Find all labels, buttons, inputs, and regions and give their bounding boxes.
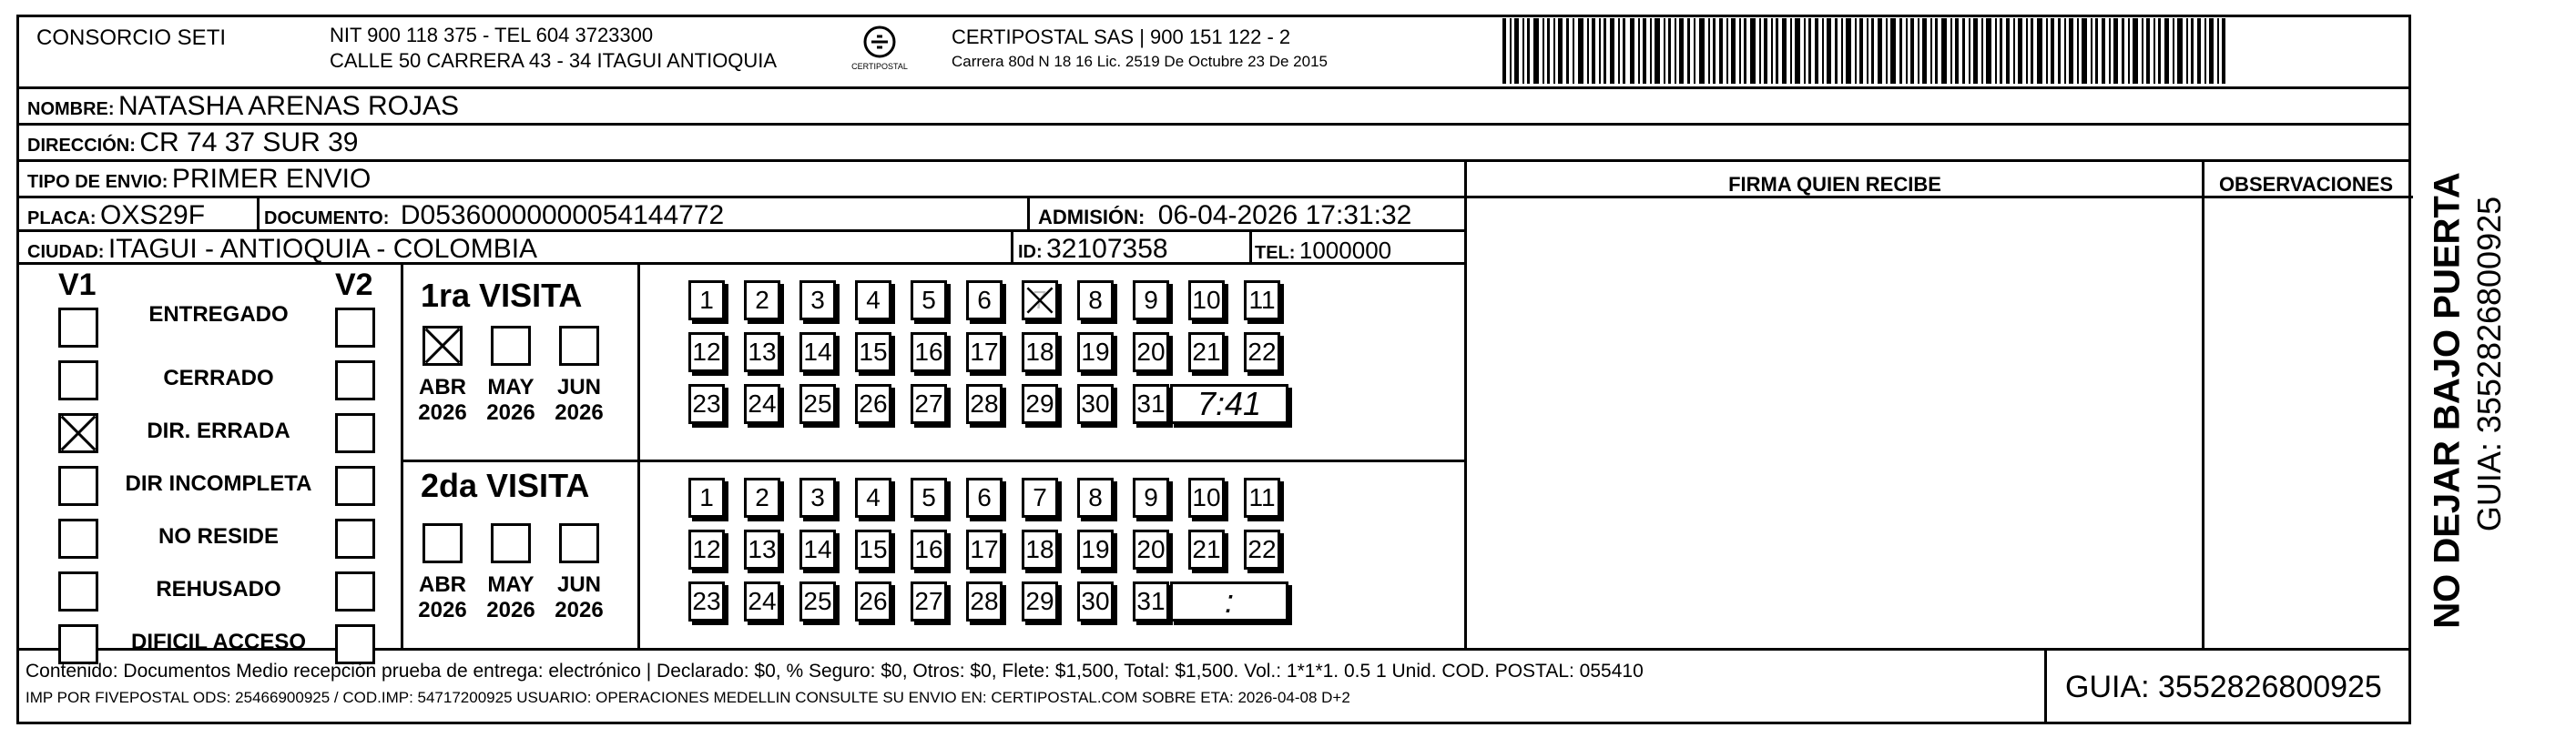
first-visit-time-field[interactable]: 7:41 (1170, 384, 1288, 424)
v2-checkbox-1[interactable] (335, 308, 375, 348)
status-reason-label: CERRADO (163, 366, 274, 390)
divider-header (16, 86, 2411, 89)
first-visit-day-box[interactable]: 20 (1133, 332, 1169, 372)
month-name: ABR (419, 572, 466, 597)
certipostal-logo (851, 22, 908, 76)
first-visit-day-box[interactable]: 14 (799, 332, 836, 372)
second-visit-time-field[interactable]: : (1170, 581, 1288, 622)
v1-checkbox-7[interactable] (58, 624, 98, 664)
divider-visits (401, 460, 1466, 462)
tel-value: 1000000 (1298, 237, 1392, 264)
first-visit-day-box[interactable]: 25 (799, 384, 836, 424)
month-name: MAY (487, 572, 535, 597)
first-visit-day-box[interactable]: 16 (911, 332, 947, 372)
barcode (1502, 18, 2231, 84)
second-visit-month-checkbox-jun[interactable] (559, 523, 599, 563)
divider-row1 (16, 123, 2411, 126)
second-visit-day-box[interactable]: 28 (966, 581, 1003, 622)
second-visit-day-box[interactable]: 5 (911, 478, 947, 518)
admision-value: 06-04-2026 17:31:32 (1157, 200, 1412, 230)
footer-guia: GUIA: 3552826800925 (2065, 670, 2382, 704)
tipo-row (27, 164, 371, 195)
first-visit-month-checkbox-may[interactable] (491, 326, 531, 366)
v1-checkbox-5[interactable] (58, 519, 98, 559)
month-name: JUN (556, 375, 601, 399)
second-visit-month-label (479, 572, 543, 623)
id-row (1018, 234, 1168, 265)
first-visit-day-box[interactable]: 17 (966, 332, 1003, 372)
status-reason-label: REHUSADO (156, 577, 281, 601)
first-visit-month-label (411, 375, 474, 426)
divider-id (1011, 229, 1013, 262)
divider-footer (16, 648, 2411, 651)
second-visit-day-box[interactable]: 18 (1022, 530, 1058, 570)
first-visit-day-box[interactable]: 31 (1133, 384, 1169, 424)
status-reason-label: DIR INCOMPLETA (125, 471, 312, 496)
first-visit-month-checkbox-abr[interactable] (423, 326, 463, 366)
month-name: MAY (487, 375, 535, 399)
direccion-label: DIRECCIÓN: (27, 136, 136, 156)
first-visit-day-box[interactable]: 12 (688, 332, 725, 372)
first-visit-title: 1ra VISITA (421, 277, 583, 314)
direccion-row (27, 127, 358, 158)
divider-footer-guia (2044, 648, 2047, 724)
v2-label: V2 (335, 268, 373, 302)
first-visit-day-box[interactable]: 29 (1022, 384, 1058, 424)
no-dejar-bajo-puerta: NO DEJAR BAJO PUERTA (2427, 172, 2468, 629)
tipo-label: TIPO DE ENVIO: (27, 172, 168, 192)
second-visit-day-box[interactable]: 21 (1188, 530, 1225, 570)
second-visit-day-box[interactable]: 8 (1077, 478, 1114, 518)
v2-checkbox-2[interactable] (335, 360, 375, 400)
certipostal-line: CERTIPOSTAL SAS | 900 151 122 - 2 (952, 25, 1291, 48)
first-visit-day-box[interactable]: 4 (855, 280, 891, 320)
second-visit-day-box[interactable]: 20 (1133, 530, 1169, 570)
v2-checkbox-6[interactable] (335, 571, 375, 612)
first-visit-month-label (547, 375, 611, 426)
first-visit-day-box[interactable]: 27 (911, 384, 947, 424)
second-visit-title: 2da VISITA (421, 467, 590, 504)
second-visit-day-box[interactable]: 1 (688, 478, 725, 518)
nombre-value: NATASHA ARENAS ROJAS (118, 91, 459, 121)
month-year: 2026 (555, 400, 604, 425)
admision-row (1038, 200, 1411, 231)
month-year: 2026 (486, 400, 535, 425)
divider-firma-left (1464, 159, 1467, 648)
ciudad-row (27, 234, 537, 265)
admision-label: ADMISIÓN: (1038, 206, 1145, 228)
divider-row2 (16, 159, 2411, 162)
first-visit-day-box[interactable]: 10 (1188, 280, 1225, 320)
v1-checkbox-4[interactable] (58, 466, 98, 506)
first-visit-day-box[interactable]: 21 (1188, 332, 1225, 372)
month-year: 2026 (555, 598, 604, 622)
ciudad-value: ITAGUI - ANTIOQUIA - COLOMBIA (107, 234, 538, 264)
first-visit-day-box[interactable]: 13 (744, 332, 780, 372)
second-visit-day-box[interactable]: 17 (966, 530, 1003, 570)
v2-checkbox-3[interactable] (335, 413, 375, 453)
first-visit-day-box[interactable]: 22 (1244, 332, 1280, 372)
status-reason-label: NO RESIDE (158, 524, 280, 549)
divider-status-col (401, 262, 403, 648)
second-visit-day-box[interactable]: 26 (855, 581, 891, 622)
status-reason-label: DIR. ERRADA (147, 419, 290, 443)
first-visit-day-box[interactable]: 8 (1077, 280, 1114, 320)
second-visit-day-box[interactable]: 3 (799, 478, 836, 518)
observaciones-label: OBSERVACIONES (2218, 173, 2394, 196)
company-name: CONSORCIO SETI (36, 25, 227, 50)
divider-obs-left (2202, 159, 2204, 648)
second-visit-day-box[interactable]: 4 (855, 478, 891, 518)
v1-checkbox-6[interactable] (58, 571, 98, 612)
first-visit-day-box[interactable]: 23 (688, 384, 725, 424)
second-visit-day-box[interactable]: 12 (688, 530, 725, 570)
second-visit-day-box[interactable]: 23 (688, 581, 725, 622)
footer-imp-line: IMP POR FIVEPOSTAL ODS: 25466900925 / COD.IMP: 54717200925 USUARIO: OPERACIONES MEDELLIN CONSULTE SU ENVIO EN: CERTIPOSTAL.COM SOBRE ETA: 2026-04-08 D+2 (25, 689, 1350, 706)
first-visit-day-box[interactable]: 1 (688, 280, 725, 320)
first-visit-day-box[interactable]: 3 (799, 280, 836, 320)
v1-checkbox-2[interactable] (58, 360, 98, 400)
documento-label: DOCUMENTO: (264, 208, 390, 228)
month-name: ABR (419, 375, 466, 399)
second-visit-day-box[interactable]: 9 (1133, 478, 1169, 518)
ciudad-label: CIUDAD: (27, 242, 105, 262)
direccion-value: CR 74 37 SUR 39 (139, 127, 359, 157)
divider-visit-col (637, 262, 640, 648)
second-visit-day-box[interactable]: 7 (1022, 478, 1058, 518)
first-visit-day-box[interactable] (1022, 280, 1058, 320)
id-value: 32107358 (1046, 234, 1168, 264)
first-visit-day-box[interactable]: 28 (966, 384, 1003, 424)
first-visit-day-box[interactable]: 5 (911, 280, 947, 320)
first-visit-month-label (479, 375, 543, 426)
second-visit-month-checkbox-may[interactable] (491, 523, 531, 563)
second-visit-day-box[interactable]: 25 (799, 581, 836, 622)
second-visit-month-label (411, 572, 474, 623)
second-visit-day-box[interactable]: 24 (744, 581, 780, 622)
status-reason-label: DIFICIL ACCESO (130, 630, 306, 654)
first-visit-day-box[interactable]: 19 (1077, 332, 1114, 372)
v1-checkbox-3[interactable] (58, 413, 98, 453)
second-visit-day-box[interactable]: 11 (1244, 478, 1280, 518)
footer-contenido: Contenido: Documentos Medio recepción prueba de entrega: electrónico | Declarado: $0, % Seguro: $0, Otros: $0, Flete: $1,500, Total: $1,500. Vol.: 1*1*1. 0.5 1 Unid. COD. POSTAL: 055410 (25, 661, 1644, 682)
id-label: ID: (1018, 242, 1043, 262)
second-visit-day-box[interactable]: 2 (744, 478, 780, 518)
month-year: 2026 (486, 598, 535, 622)
firma-label: FIRMA QUIEN RECIBE (1728, 173, 1941, 196)
first-visit-day-box[interactable]: 2 (744, 280, 780, 320)
documento-row (264, 200, 724, 231)
placa-label: PLACA: (27, 208, 97, 228)
tel-label: TEL: (1255, 243, 1296, 263)
guia-vertical: GUIA: 3552826800925 (2470, 196, 2508, 532)
second-visit-day-box[interactable]: 29 (1022, 581, 1058, 622)
placa-row (27, 200, 205, 231)
divider-admision (1027, 196, 1030, 229)
first-visit-month-checkbox-jun[interactable] (559, 326, 599, 366)
divider-tel (1249, 229, 1252, 262)
first-visit-day-box[interactable]: 18 (1022, 332, 1058, 372)
v2-checkbox-4[interactable] (335, 466, 375, 506)
second-visit-day-box[interactable]: 19 (1077, 530, 1114, 570)
status-reason-label: ENTREGADO (148, 302, 289, 327)
v2-checkbox-5[interactable] (335, 519, 375, 559)
nombre-label: NOMBRE: (27, 99, 115, 119)
second-visit-day-box[interactable]: 31 (1133, 581, 1169, 622)
placa-value: OXS29F (100, 200, 206, 230)
tel-row (1255, 237, 1391, 265)
second-visit-day-box[interactable]: 10 (1188, 478, 1225, 518)
first-visit-day-box[interactable]: 24 (744, 384, 780, 424)
second-visit-day-box[interactable]: 16 (911, 530, 947, 570)
tipo-value: PRIMER ENVIO (171, 164, 372, 194)
v1-label: V1 (58, 268, 97, 302)
first-visit-day-box[interactable]: 9 (1133, 280, 1169, 320)
company-address: CALLE 50 CARRERA 43 - 34 ITAGUI ANTIOQUIA (330, 49, 778, 72)
divider-placa (257, 196, 260, 229)
first-visit-day-box[interactable]: 11 (1244, 280, 1280, 320)
second-visit-day-box[interactable]: 6 (966, 478, 1003, 518)
second-visit-month-checkbox-abr[interactable] (423, 523, 463, 563)
second-visit-day-box[interactable]: 15 (855, 530, 891, 570)
logo-text: CERTIPOSTAL (851, 62, 908, 71)
first-visit-day-box[interactable]: 15 (855, 332, 891, 372)
v2-checkbox-7[interactable] (335, 624, 375, 664)
nombre-row (27, 91, 459, 122)
first-visit-day-box[interactable]: 26 (855, 384, 891, 424)
second-visit-day-box[interactable]: 13 (744, 530, 780, 570)
day-number: 7 (1033, 286, 1047, 314)
second-visit-day-box[interactable]: 30 (1077, 581, 1114, 622)
first-visit-day-box[interactable]: 30 (1077, 384, 1114, 424)
license-line: Carrera 80d N 18 16 Lic. 2519 De Octubre 23 De 2015 (952, 53, 1328, 70)
month-year: 2026 (418, 598, 467, 622)
divider-right (2408, 159, 2411, 648)
month-year: 2026 (418, 400, 467, 425)
company-nit: NIT 900 118 375 - TEL 604 3723300 (330, 24, 654, 46)
second-visit-month-label (547, 572, 611, 623)
v1-checkbox-1[interactable] (58, 308, 98, 348)
second-visit-day-box[interactable]: 27 (911, 581, 947, 622)
second-visit-day-box[interactable]: 14 (799, 530, 836, 570)
documento-value: D05360000000054144772 (400, 200, 725, 230)
month-name: JUN (556, 572, 601, 597)
first-visit-day-box[interactable]: 6 (966, 280, 1003, 320)
second-visit-day-box[interactable]: 22 (1244, 530, 1280, 570)
